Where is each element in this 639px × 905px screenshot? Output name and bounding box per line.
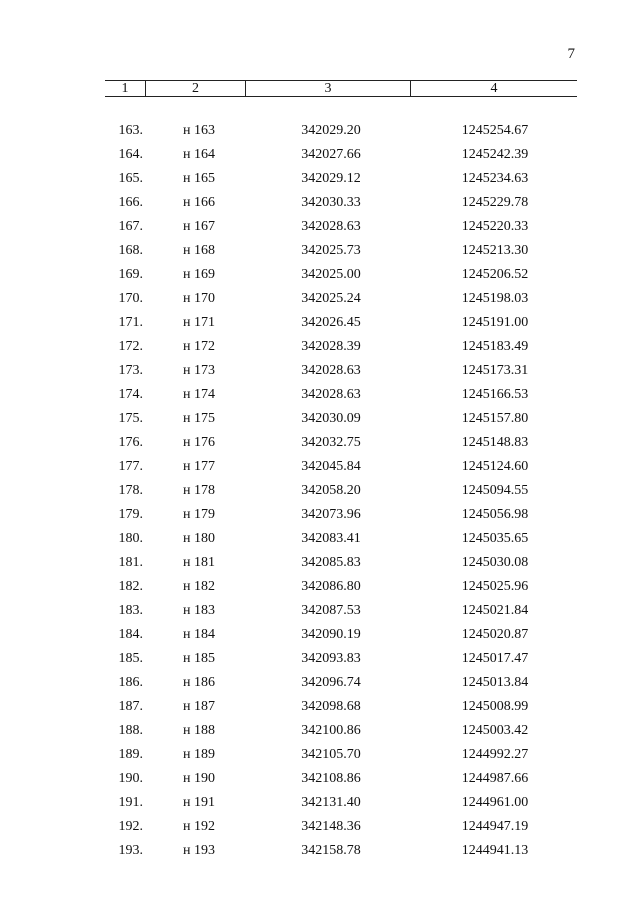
table-row bbox=[0, 647, 639, 671]
row-index: 166. bbox=[118, 195, 143, 210]
coordinate-y: 1245056.98 bbox=[461, 507, 529, 522]
point-id: н 170 bbox=[183, 291, 215, 306]
table-row bbox=[0, 407, 639, 431]
row-index: 190. bbox=[118, 771, 143, 786]
coordinate-x: 342028.39 bbox=[301, 339, 361, 354]
coordinate-y: 1245017.47 bbox=[461, 651, 529, 666]
point-id: н 179 bbox=[183, 507, 215, 522]
coordinate-y: 1245035.65 bbox=[461, 531, 529, 546]
coordinate-x: 342090.19 bbox=[301, 627, 361, 642]
coordinate-x: 342085.83 bbox=[301, 555, 361, 570]
coordinate-x: 342100.86 bbox=[301, 723, 361, 738]
table-row bbox=[0, 479, 639, 503]
coordinate-x: 342158.78 bbox=[301, 843, 361, 858]
table-row bbox=[0, 311, 639, 335]
point-id: н 172 bbox=[183, 339, 215, 354]
coordinate-x: 342086.80 bbox=[301, 579, 361, 594]
row-index: 173. bbox=[118, 363, 143, 378]
row-index: 174. bbox=[118, 387, 143, 402]
coordinate-y: 1245166.53 bbox=[461, 387, 529, 402]
coordinate-y: 1244947.19 bbox=[461, 819, 529, 834]
coordinate-x: 342026.45 bbox=[301, 315, 361, 330]
row-index: 163. bbox=[118, 123, 143, 138]
coordinate-x: 342073.96 bbox=[301, 507, 361, 522]
table-header bbox=[105, 80, 577, 97]
row-index: 175. bbox=[118, 411, 143, 426]
table-row bbox=[0, 551, 639, 575]
coordinate-x: 342093.83 bbox=[301, 651, 361, 666]
row-index: 171. bbox=[118, 315, 143, 330]
table-row bbox=[0, 527, 639, 551]
row-index: 176. bbox=[118, 435, 143, 450]
coordinate-y: 1244941.13 bbox=[461, 843, 529, 858]
row-index: 193. bbox=[118, 843, 143, 858]
row-index: 186. bbox=[118, 675, 143, 690]
coordinate-y: 1245013.84 bbox=[461, 675, 529, 690]
coordinate-x: 342025.00 bbox=[301, 267, 361, 282]
point-id: н 180 bbox=[183, 531, 215, 546]
point-id: н 173 bbox=[183, 363, 215, 378]
coordinate-x: 342032.75 bbox=[301, 435, 361, 450]
coordinate-x: 342028.63 bbox=[301, 219, 361, 234]
table-row bbox=[0, 383, 639, 407]
coordinate-y: 1245148.83 bbox=[461, 435, 529, 450]
coordinate-y: 1245234.63 bbox=[461, 171, 529, 186]
point-id: н 184 bbox=[183, 627, 215, 642]
coordinate-x: 342105.70 bbox=[301, 747, 361, 762]
coordinate-y: 1245030.08 bbox=[461, 555, 529, 570]
coordinate-y: 1245025.96 bbox=[461, 579, 529, 594]
point-id: н 163 bbox=[183, 123, 215, 138]
row-index: 179. bbox=[118, 507, 143, 522]
point-id: н 193 bbox=[183, 843, 215, 858]
coordinate-y: 1245124.60 bbox=[461, 459, 529, 474]
coordinate-x: 342029.12 bbox=[301, 171, 361, 186]
point-id: н 191 bbox=[183, 795, 215, 810]
coordinate-y: 1245198.03 bbox=[461, 291, 529, 306]
table-row bbox=[0, 239, 639, 263]
point-id: н 177 bbox=[183, 459, 215, 474]
coordinate-y: 1244987.66 bbox=[461, 771, 529, 786]
table-row bbox=[0, 359, 639, 383]
coordinate-x: 342087.53 bbox=[301, 603, 361, 618]
coordinate-y: 1245220.33 bbox=[461, 219, 529, 234]
row-index: 164. bbox=[118, 147, 143, 162]
coordinate-x: 342058.20 bbox=[301, 483, 361, 498]
table-row bbox=[0, 719, 639, 743]
table-row bbox=[0, 335, 639, 359]
coordinate-y: 1245206.52 bbox=[461, 267, 529, 282]
coordinate-x: 342025.73 bbox=[301, 243, 361, 258]
point-id: н 183 bbox=[183, 603, 215, 618]
row-index: 168. bbox=[118, 243, 143, 258]
row-index: 169. bbox=[118, 267, 143, 282]
header-col-3: 3 bbox=[246, 81, 411, 96]
table-row bbox=[0, 767, 639, 791]
coordinate-y: 1245157.80 bbox=[461, 411, 529, 426]
point-id: н 165 bbox=[183, 171, 215, 186]
table-row bbox=[0, 695, 639, 719]
table-row bbox=[0, 191, 639, 215]
coordinate-x: 342148.36 bbox=[301, 819, 361, 834]
table-row bbox=[0, 839, 639, 863]
point-id: н 171 bbox=[183, 315, 215, 330]
row-index: 181. bbox=[118, 555, 143, 570]
point-id: н 188 bbox=[183, 723, 215, 738]
row-index: 187. bbox=[118, 699, 143, 714]
coordinate-x: 342045.84 bbox=[301, 459, 361, 474]
table-row bbox=[0, 815, 639, 839]
table-row bbox=[0, 455, 639, 479]
row-index: 189. bbox=[118, 747, 143, 762]
coordinate-x: 342098.68 bbox=[301, 699, 361, 714]
coordinate-x: 342025.24 bbox=[301, 291, 361, 306]
coordinate-table-body bbox=[0, 119, 639, 863]
coordinate-y: 1245213.30 bbox=[461, 243, 529, 258]
table-row bbox=[0, 167, 639, 191]
row-index: 188. bbox=[118, 723, 143, 738]
point-id: н 168 bbox=[183, 243, 215, 258]
page-number: 7 bbox=[567, 46, 575, 62]
table-row bbox=[0, 503, 639, 527]
row-index: 180. bbox=[118, 531, 143, 546]
table-row bbox=[0, 263, 639, 287]
coordinate-y: 1245242.39 bbox=[461, 147, 529, 162]
coordinate-y: 1245003.42 bbox=[461, 723, 529, 738]
coordinate-x: 342028.63 bbox=[301, 387, 361, 402]
row-index: 167. bbox=[118, 219, 143, 234]
row-index: 182. bbox=[118, 579, 143, 594]
point-id: н 166 bbox=[183, 195, 215, 210]
point-id: н 178 bbox=[183, 483, 215, 498]
point-id: н 185 bbox=[183, 651, 215, 666]
coordinate-y: 1245191.00 bbox=[461, 315, 529, 330]
coordinate-y: 1245173.31 bbox=[461, 363, 529, 378]
coordinate-x: 342030.09 bbox=[301, 411, 361, 426]
coordinate-y: 1244992.27 bbox=[461, 747, 529, 762]
coordinate-x: 342027.66 bbox=[301, 147, 361, 162]
table-row bbox=[0, 215, 639, 239]
table-row bbox=[0, 599, 639, 623]
header-col-1: 1 bbox=[105, 81, 146, 96]
coordinate-x: 342083.41 bbox=[301, 531, 361, 546]
point-id: н 175 bbox=[183, 411, 215, 426]
table-row bbox=[0, 791, 639, 815]
table-row bbox=[0, 143, 639, 167]
coordinate-y: 1245008.99 bbox=[461, 699, 529, 714]
point-id: н 167 bbox=[183, 219, 215, 234]
coordinate-y: 1245021.84 bbox=[461, 603, 529, 618]
point-id: н 176 bbox=[183, 435, 215, 450]
header-col-4: 4 bbox=[490, 81, 498, 96]
row-index: 178. bbox=[118, 483, 143, 498]
coordinate-x: 342096.74 bbox=[301, 675, 361, 690]
point-id: н 186 bbox=[183, 675, 215, 690]
row-index: 191. bbox=[118, 795, 143, 810]
row-index: 165. bbox=[118, 171, 143, 186]
coordinate-x: 342108.86 bbox=[301, 771, 361, 786]
point-id: н 187 bbox=[183, 699, 215, 714]
point-id: н 164 bbox=[183, 147, 215, 162]
header-col-2: 2 bbox=[146, 81, 246, 96]
row-index: 177. bbox=[118, 459, 143, 474]
point-id: н 169 bbox=[183, 267, 215, 282]
point-id: н 190 bbox=[183, 771, 215, 786]
coordinate-x: 342030.33 bbox=[301, 195, 361, 210]
table-row bbox=[0, 287, 639, 311]
row-index: 185. bbox=[118, 651, 143, 666]
table-row bbox=[0, 623, 639, 647]
point-id: н 174 bbox=[183, 387, 215, 402]
point-id: н 181 bbox=[183, 555, 215, 570]
coordinate-x: 342029.20 bbox=[301, 123, 361, 138]
table-row bbox=[0, 575, 639, 599]
point-id: н 192 bbox=[183, 819, 215, 834]
coordinate-y: 1245094.55 bbox=[461, 483, 529, 498]
row-index: 170. bbox=[118, 291, 143, 306]
table-row bbox=[0, 119, 639, 143]
row-index: 172. bbox=[118, 339, 143, 354]
table-row bbox=[0, 671, 639, 695]
coordinate-y: 1244961.00 bbox=[461, 795, 529, 810]
row-index: 184. bbox=[118, 627, 143, 642]
row-index: 183. bbox=[118, 603, 143, 618]
coordinate-x: 342028.63 bbox=[301, 363, 361, 378]
point-id: н 182 bbox=[183, 579, 215, 594]
coordinate-x: 342131.40 bbox=[301, 795, 361, 810]
table-row bbox=[0, 431, 639, 455]
coordinate-y: 1245183.49 bbox=[461, 339, 529, 354]
point-id: н 189 bbox=[183, 747, 215, 762]
coordinate-y: 1245229.78 bbox=[461, 195, 529, 210]
coordinate-y: 1245254.67 bbox=[461, 123, 529, 138]
row-index: 192. bbox=[118, 819, 143, 834]
table-row bbox=[0, 743, 639, 767]
coordinate-y: 1245020.87 bbox=[461, 627, 529, 642]
